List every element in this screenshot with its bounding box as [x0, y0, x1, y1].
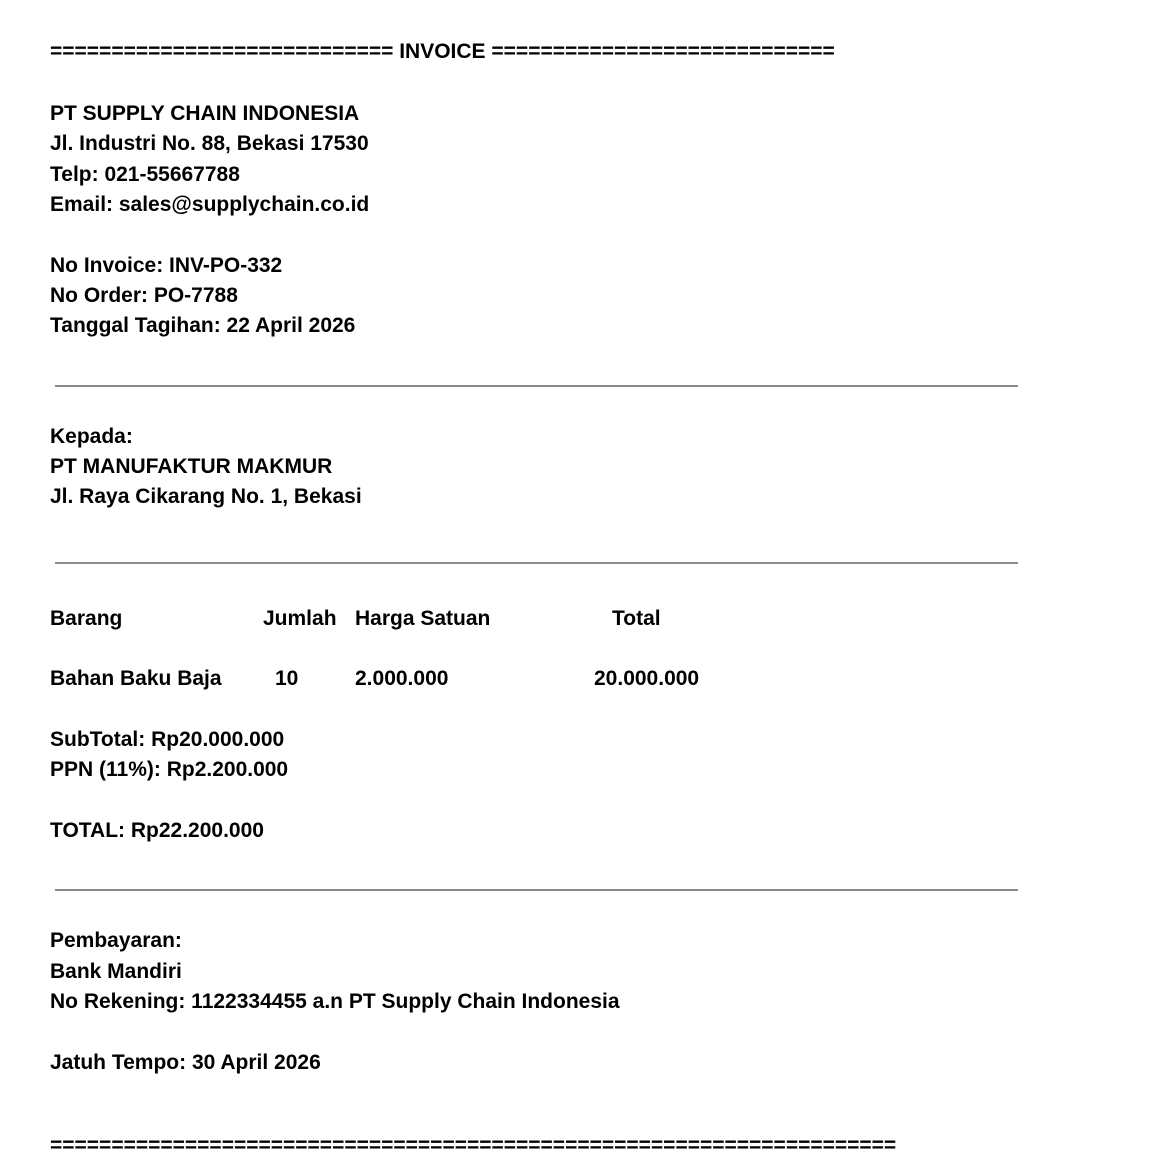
seller-email: Email: sales@supplychain.co.id: [50, 193, 370, 216]
bill-date: Tanggal Tagihan: 22 April 2026: [50, 314, 356, 337]
invoice-number: No Invoice: INV-PO-332: [50, 254, 283, 277]
divider: [55, 385, 1018, 387]
divider: [55, 889, 1018, 891]
table-header-unit-price: Harga Satuan: [355, 607, 491, 630]
due-date: Jatuh Tempo: 30 April 2026: [50, 1051, 321, 1074]
recipient-address: Jl. Raya Cikarang No. 1, Bekasi: [50, 485, 362, 508]
recipient-label: Kepada:: [50, 425, 133, 448]
divider: [55, 562, 1018, 564]
seller-address: Jl. Industri No. 88, Bekasi 17530: [50, 132, 369, 155]
row-item: Bahan Baku Baja: [50, 667, 222, 690]
table-header-qty: Jumlah: [263, 607, 337, 630]
row-qty: 10: [275, 667, 299, 690]
recipient-name: PT MANUFAKTUR MAKMUR: [50, 455, 333, 478]
invoice-header-banner: ============================ INVOICE ============================: [50, 40, 835, 63]
grand-total: TOTAL: Rp22.200.000: [50, 819, 264, 842]
subtotal: SubTotal: Rp20.000.000: [50, 728, 285, 751]
tax: PPN (11%): Rp2.200.000: [50, 758, 289, 781]
seller-name: PT SUPPLY CHAIN INDONESIA: [50, 102, 360, 125]
row-total: 20.000.000: [594, 667, 700, 690]
payment-bank: Bank Mandiri: [50, 960, 182, 983]
seller-phone: Telp: 021-55667788: [50, 163, 240, 186]
invoice-footer-banner: =====================================================================: [50, 1134, 897, 1157]
table-header-total: Total: [612, 607, 661, 630]
payment-label: Pembayaran:: [50, 929, 182, 952]
order-number: No Order: PO-7788: [50, 284, 238, 307]
row-unit-price: 2.000.000: [355, 667, 449, 690]
payment-account: No Rekening: 1122334455 a.n PT Supply Chain Indonesia: [50, 990, 620, 1013]
table-header-item: Barang: [50, 607, 123, 630]
